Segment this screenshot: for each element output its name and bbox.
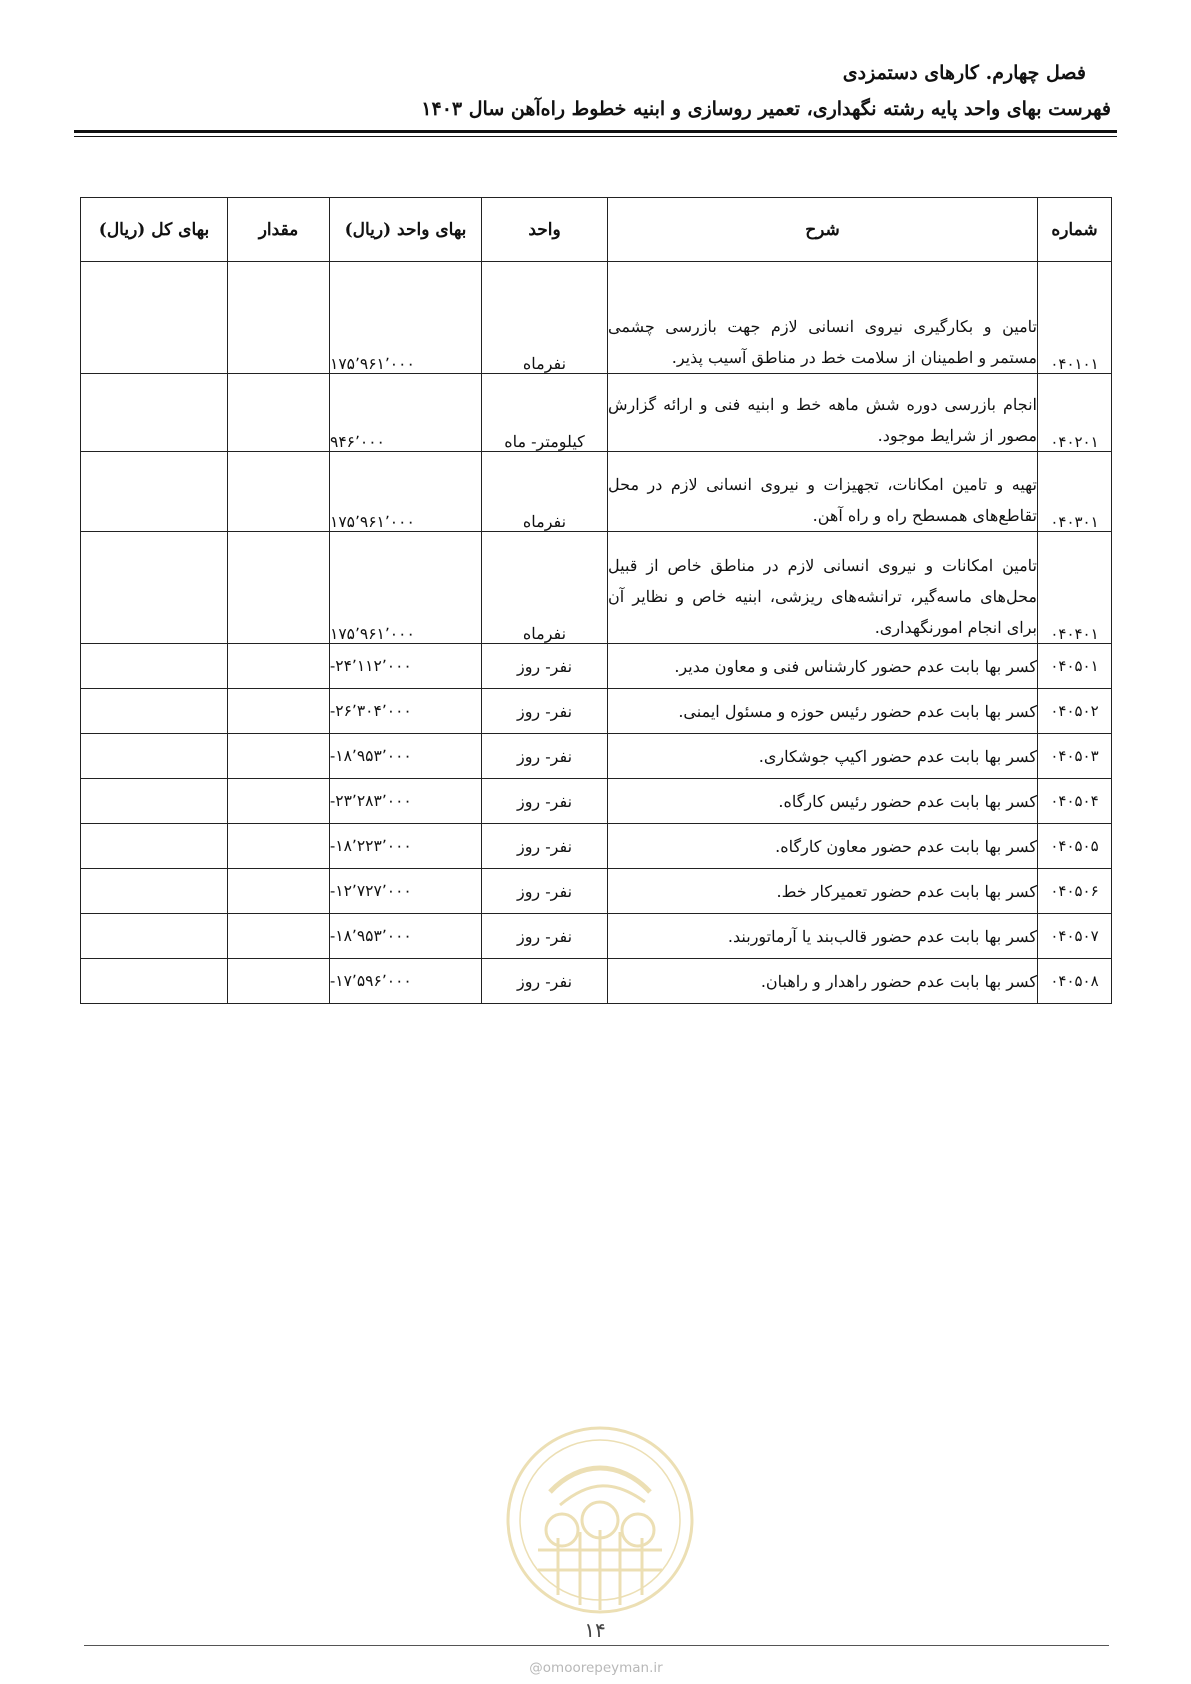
row-unit: نفر- روز — [482, 689, 608, 734]
row-description: کسر بها بابت عدم حضور راهدار و راهبان. — [608, 959, 1038, 1004]
row-total-price — [81, 689, 228, 734]
row-unit-price: -۱۲٬۷۲۷٬۰۰۰ — [330, 869, 482, 914]
table-row — [81, 532, 1112, 644]
row-total-price — [81, 644, 228, 689]
row-unit: نفرماه — [482, 452, 608, 532]
row-code: ۰۴۰۵۰۶ — [1038, 869, 1112, 914]
row-total-price — [81, 532, 228, 644]
row-unit-price: -۲۶٬۳۰۴٬۰۰۰ — [330, 689, 482, 734]
row-total-price — [81, 869, 228, 914]
table-row — [81, 644, 1112, 689]
page-number: ۱۴ — [584, 1618, 606, 1642]
row-unit-price: -۱۷٬۵۹۶٬۰۰۰ — [330, 959, 482, 1004]
row-unit: نفرماه — [482, 532, 608, 644]
row-quantity — [228, 959, 330, 1004]
row-unit: نفر- روز — [482, 644, 608, 689]
price-list-table — [80, 197, 1112, 1004]
row-total-price — [81, 914, 228, 959]
table-row — [81, 374, 1112, 452]
table-header-row — [81, 198, 1112, 262]
row-quantity — [228, 644, 330, 689]
row-unit: نفر- روز — [482, 914, 608, 959]
row-unit: نفر- روز — [482, 734, 608, 779]
row-unit: نفرماه — [482, 262, 608, 374]
header-unit: واحد — [482, 198, 608, 262]
row-unit-price: -۱۸٬۹۵۳٬۰۰۰ — [330, 734, 482, 779]
row-unit-price: ۹۴۶٬۰۰۰ — [330, 374, 482, 452]
table-row — [81, 779, 1112, 824]
row-description: کسر بها بابت عدم حضور تعمیرکار خط. — [608, 869, 1038, 914]
table-row — [81, 959, 1112, 1004]
row-total-price — [81, 734, 228, 779]
row-unit: نفر- روز — [482, 869, 608, 914]
row-total-price — [81, 959, 228, 1004]
row-code: ۰۴۰۲۰۱ — [1038, 374, 1112, 452]
header-code: شماره — [1038, 198, 1112, 262]
row-code: ۰۴۰۵۰۵ — [1038, 824, 1112, 869]
row-unit: نفر- روز — [482, 779, 608, 824]
row-quantity — [228, 262, 330, 374]
row-quantity — [228, 869, 330, 914]
table-row — [81, 689, 1112, 734]
row-quantity — [228, 452, 330, 532]
header-unit-price: بهای واحد (ریال) — [330, 198, 482, 262]
row-description: تامین امکانات و نیروی انسانی لازم در مناطق خاص از قبیل محل‌های ماسه‌گیر، ترانشه‌های ریزشی، ابنیه خاص و نظایر آن برای انجام امورنگهداری. — [608, 532, 1038, 644]
row-unit-price: -۱۸٬۲۲۳٬۰۰۰ — [330, 824, 482, 869]
row-quantity — [228, 734, 330, 779]
row-code: ۰۴۰۵۰۷ — [1038, 914, 1112, 959]
row-quantity — [228, 914, 330, 959]
row-total-price — [81, 374, 228, 452]
header-quantity: مقدار — [228, 198, 330, 262]
footer-website: @omoorepeyman.ir — [529, 1660, 663, 1676]
row-unit-price: -۱۸٬۹۵۳٬۰۰۰ — [330, 914, 482, 959]
row-description: انجام بازرسی دوره شش ماهه خط و ابنیه فنی و ارائه گزارش مصور از شرایط موجود. — [608, 374, 1038, 452]
table-row — [81, 734, 1112, 779]
row-description: کسر بها بابت عدم حضور رئیس حوزه و مسئول ایمنی. — [608, 689, 1038, 734]
row-quantity — [228, 689, 330, 734]
row-description: کسر بها بابت عدم حضور کارشناس فنی و معاون مدیر. — [608, 644, 1038, 689]
row-quantity — [228, 779, 330, 824]
row-total-price — [81, 262, 228, 374]
row-quantity — [228, 824, 330, 869]
row-total-price — [81, 452, 228, 532]
chapter-title: فصل چهارم. کارهای دستمزدی — [842, 62, 1086, 84]
row-unit-price: ۱۷۵٬۹۶۱٬۰۰۰ — [330, 532, 482, 644]
table-row — [81, 824, 1112, 869]
table-row — [81, 452, 1112, 532]
row-code: ۰۴۰۱۰۱ — [1038, 262, 1112, 374]
row-unit: کیلومتر- ماه — [482, 374, 608, 452]
row-description: کسر بها بابت عدم حضور اکیپ جوشکاری. — [608, 734, 1038, 779]
header-rule-thick — [74, 130, 1117, 133]
row-code: ۰۴۰۵۰۲ — [1038, 689, 1112, 734]
row-description: تامین و بکارگیری نیروی انسانی لازم جهت بازرسی چشمی مستمر و اطمینان از سلامت خط در مناطق آسیب پذیر. — [608, 262, 1038, 374]
row-unit-price: ۱۷۵٬۹۶۱٬۰۰۰ — [330, 262, 482, 374]
row-description: کسر بها بابت عدم حضور قالب‌بند یا آرماتوربند. — [608, 914, 1038, 959]
row-code: ۰۴۰۴۰۱ — [1038, 532, 1112, 644]
table-row — [81, 869, 1112, 914]
row-code: ۰۴۰۵۰۸ — [1038, 959, 1112, 1004]
watermark-logo — [500, 1420, 700, 1620]
row-unit: نفر- روز — [482, 824, 608, 869]
row-code: ۰۴۰۳۰۱ — [1038, 452, 1112, 532]
row-unit-price: ۱۷۵٬۹۶۱٬۰۰۰ — [330, 452, 482, 532]
row-code: ۰۴۰۵۰۱ — [1038, 644, 1112, 689]
row-code: ۰۴۰۵۰۴ — [1038, 779, 1112, 824]
row-description: تهیه و تامین امکانات، تجهیزات و نیروی انسانی لازم در محل تقاطع‌های همسطح راه و راه آهن. — [608, 452, 1038, 532]
header-rule-thin — [74, 136, 1117, 137]
header-description: شرح — [608, 198, 1038, 262]
row-quantity — [228, 374, 330, 452]
row-unit-price: -۲۴٬۱۱۲٬۰۰۰ — [330, 644, 482, 689]
row-quantity — [228, 532, 330, 644]
document-title: فهرست بهای واحد پایه رشته نگهداری، تعمیر روسازی و ابنیه خطوط راه‌آهن سال ۱۴۰۳ — [421, 98, 1111, 120]
row-code: ۰۴۰۵۰۳ — [1038, 734, 1112, 779]
row-total-price — [81, 779, 228, 824]
table-row — [81, 914, 1112, 959]
row-unit: نفر- روز — [482, 959, 608, 1004]
row-total-price — [81, 824, 228, 869]
row-description: کسر بها بابت عدم حضور معاون کارگاه. — [608, 824, 1038, 869]
row-unit-price: -۲۳٬۲۸۳٬۰۰۰ — [330, 779, 482, 824]
footer-rule — [84, 1645, 1109, 1646]
header-total-price: بهای کل (ریال) — [81, 198, 228, 262]
row-description: کسر بها بابت عدم حضور رئیس کارگاه. — [608, 779, 1038, 824]
table-row — [81, 262, 1112, 374]
